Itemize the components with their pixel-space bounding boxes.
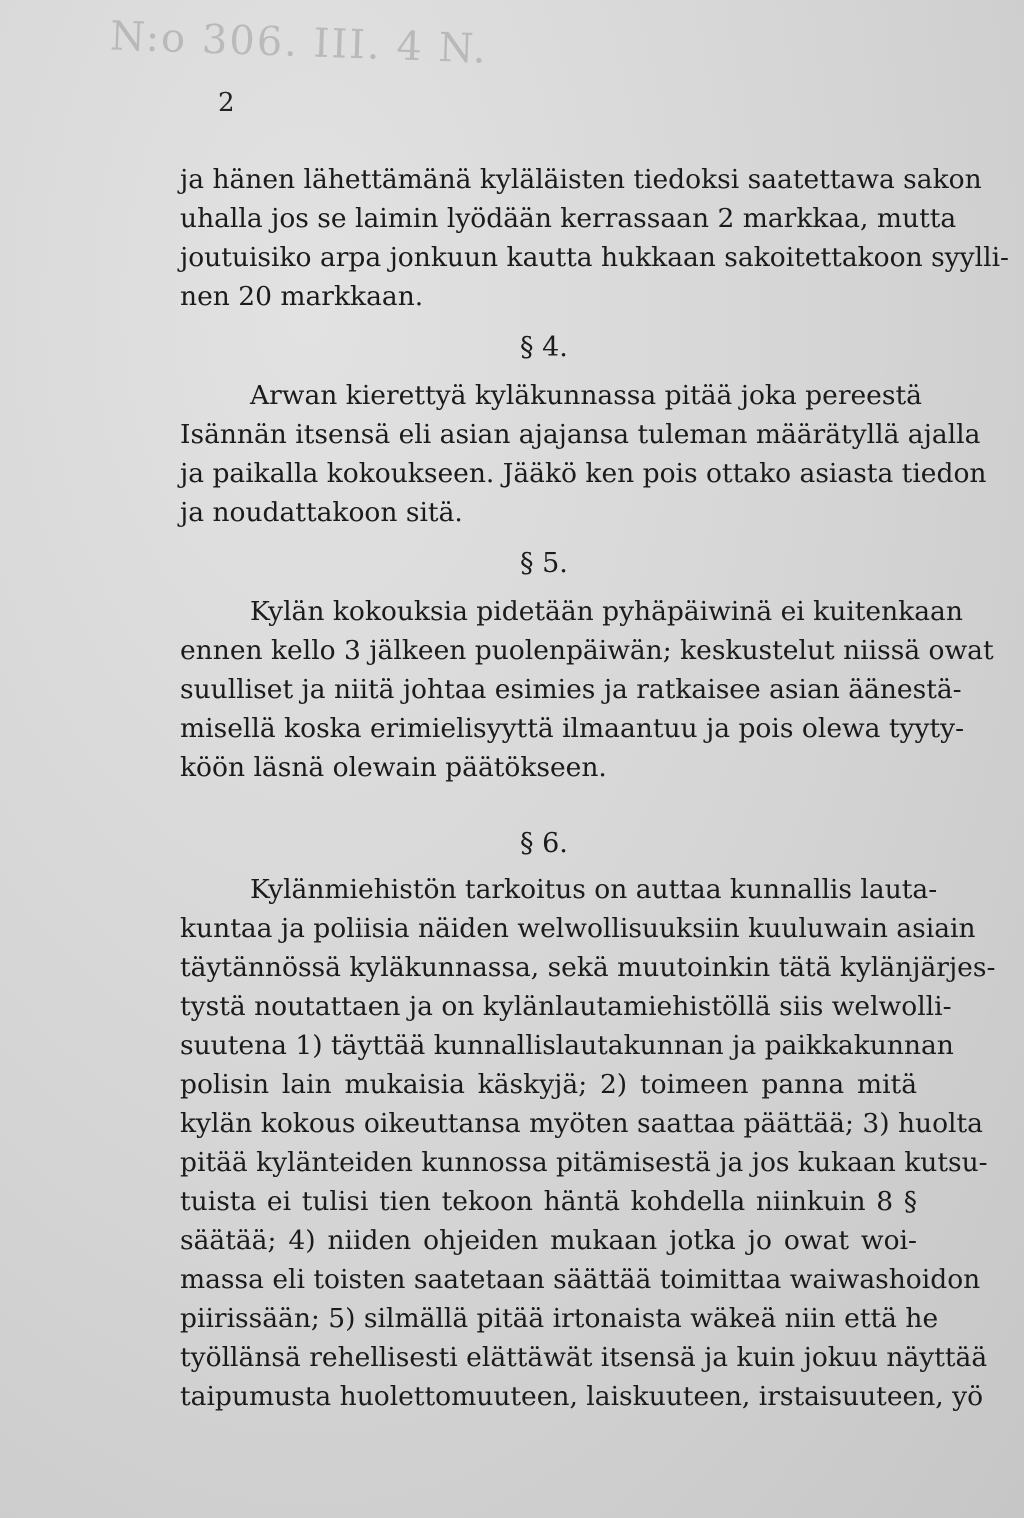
text-line: pitää kylänteiden kunnossa pitämisestä ja jos kukaan kutsu- bbox=[180, 1147, 988, 1178]
text-line: misellä koska erimielisyyttä ilmaantuu ja pois olewa tyyty- bbox=[180, 713, 965, 744]
text-line: nen 20 markkaan. bbox=[180, 281, 424, 312]
text-line: työllänsä rehellisesti elättäwät itsensä ja kuin jokuu näyttää bbox=[180, 1342, 988, 1373]
paragraph-section-4 bbox=[180, 376, 987, 532]
text-line: kylän kokous oikeuttansa myöten saattaa päättää; 3) huolta bbox=[180, 1108, 983, 1139]
page-number: 2 bbox=[218, 88, 235, 118]
text-line: kuntaa ja poliisia näiden welwollisuuksiin kuuluwain asiain bbox=[180, 913, 976, 944]
text-line: Kylänmiehistön tarkoitus on auttaa kunnallis lauta- bbox=[250, 874, 938, 905]
paragraph-section-6 bbox=[180, 870, 996, 1416]
text-line: ja paikalla kokoukseen. Jääkö ken pois ottako asiasta tiedon bbox=[180, 458, 987, 489]
text-line: joutuisiko arpa jonkuun kautta hukkaan sakoitettakoon syylli- bbox=[180, 242, 1009, 273]
paragraph-section-5 bbox=[180, 592, 994, 787]
text-line: Isännän itsensä eli asian ajajansa tuleman määrätyllä ajalla bbox=[180, 419, 981, 450]
text-line: tystä noutattaen ja on kylänlautamiehistöllä siis welwolli- bbox=[180, 991, 952, 1022]
text-line: Arwan kierettyä kyläkunnassa pitää joka pereestä bbox=[250, 380, 922, 411]
text-line: tuista ei tulisi tien tekoon häntä kohdella niinkuin 8 § bbox=[180, 1186, 917, 1217]
section-heading-6: § 6. bbox=[520, 828, 568, 859]
text-line: ennen kello 3 jälkeen puolenpäiwän; keskustelut niissä owat bbox=[180, 635, 994, 666]
paragraph-intro bbox=[180, 160, 1009, 316]
text-line: ja hänen lähettämänä kyläläisten tiedoksi saatettawa sakon bbox=[180, 164, 982, 195]
section-heading-4: § 4. bbox=[520, 332, 568, 363]
text-line: polisin lain mukaisia käskyjä; 2) toimeen panna mitä bbox=[180, 1069, 917, 1100]
text-line: ja noudattakoon sitä. bbox=[180, 497, 463, 528]
text-line: piirissään; 5) silmällä pitää irtonaista wäkeä niin että he bbox=[180, 1303, 939, 1334]
text-line: suutena 1) täyttää kunnallislautakunnan ja paikkakunnan bbox=[180, 1030, 954, 1061]
text-line: säätää; 4) niiden ohjeiden mukaan jotka jo owat woi- bbox=[180, 1225, 917, 1256]
library-stamp: N:o 306. III. 4 N. bbox=[109, 13, 489, 73]
text-line: täytännössä kyläkunnassa, sekä muutoinkin tätä kylänjärjes- bbox=[180, 952, 996, 983]
text-line: Kylän kokouksia pidetään pyhäpäiwinä ei kuitenkaan bbox=[250, 596, 963, 627]
text-line: köön läsnä olewain päätökseen. bbox=[180, 752, 607, 783]
text-line: suulliset ja niitä johtaa esimies ja ratkaisee asian äänestä- bbox=[180, 674, 962, 705]
text-line: uhalla jos se laimin lyödään kerrassaan 2 markkaa, mutta bbox=[180, 203, 957, 234]
text-line: massa eli toisten saatetaan säättää toimittaa waiwashoidon bbox=[180, 1264, 981, 1295]
text-line: taipumusta huolettomuuteen, laiskuuteen, irstaisuuteen, yö bbox=[180, 1381, 984, 1412]
section-heading-5: § 5. bbox=[520, 548, 568, 579]
